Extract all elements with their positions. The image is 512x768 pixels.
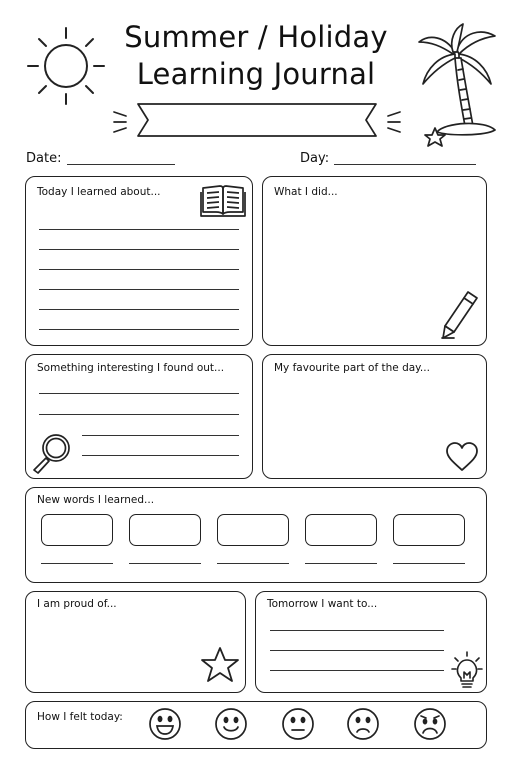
very-sad-face-icon[interactable]	[413, 707, 447, 741]
feelings-prompt: How I felt today:	[37, 711, 123, 723]
sad-face-icon[interactable]	[346, 707, 380, 741]
new-words-prompt: New words I learned...	[37, 494, 155, 506]
neutral-face-icon[interactable]	[281, 707, 315, 741]
what-i-did-prompt: What I did...	[274, 186, 338, 198]
writing-line	[39, 229, 239, 230]
writing-line	[39, 414, 239, 415]
happy-face-icon[interactable]	[214, 707, 248, 741]
favourite-prompt: My favourite part of the day...	[274, 362, 430, 374]
learned-prompt: Today I learned about...	[37, 186, 161, 198]
magnifier-icon	[30, 432, 74, 474]
word-box[interactable]	[129, 514, 201, 546]
day-label: Day:	[300, 151, 330, 166]
writing-line	[39, 393, 239, 394]
very-happy-face-icon[interactable]	[148, 707, 182, 741]
word-line	[305, 563, 377, 564]
word-line	[217, 563, 289, 564]
writing-line	[39, 289, 239, 290]
title-line-2: Learning Journal	[136, 57, 376, 91]
writing-line	[39, 249, 239, 250]
writing-line	[39, 309, 239, 310]
word-box[interactable]	[393, 514, 465, 546]
writing-line	[270, 650, 444, 651]
writing-line	[270, 670, 444, 671]
word-line	[393, 563, 465, 564]
day-field[interactable]	[334, 164, 476, 165]
word-box[interactable]	[305, 514, 377, 546]
writing-line	[39, 269, 239, 270]
banner-icon	[112, 96, 402, 146]
writing-line	[82, 435, 239, 436]
proud-prompt: I am proud of...	[37, 598, 117, 610]
interesting-prompt: Something interesting I found out...	[37, 362, 225, 374]
star-icon	[200, 646, 240, 684]
palm-tree-icon	[415, 22, 500, 147]
heart-icon	[445, 442, 479, 472]
word-box[interactable]	[41, 514, 113, 546]
date-field[interactable]	[67, 164, 175, 165]
word-box[interactable]	[217, 514, 289, 546]
tomorrow-prompt: Tomorrow I want to...	[267, 598, 378, 610]
word-line	[129, 563, 201, 564]
lightbulb-icon	[450, 650, 484, 690]
pencil-icon	[440, 290, 480, 340]
title-line-1: Summer / Holiday	[124, 20, 388, 54]
writing-line	[39, 329, 239, 330]
writing-line	[270, 630, 444, 631]
writing-line	[82, 455, 239, 456]
date-label: Date:	[26, 151, 62, 166]
word-line	[41, 563, 113, 564]
book-icon	[200, 184, 246, 218]
